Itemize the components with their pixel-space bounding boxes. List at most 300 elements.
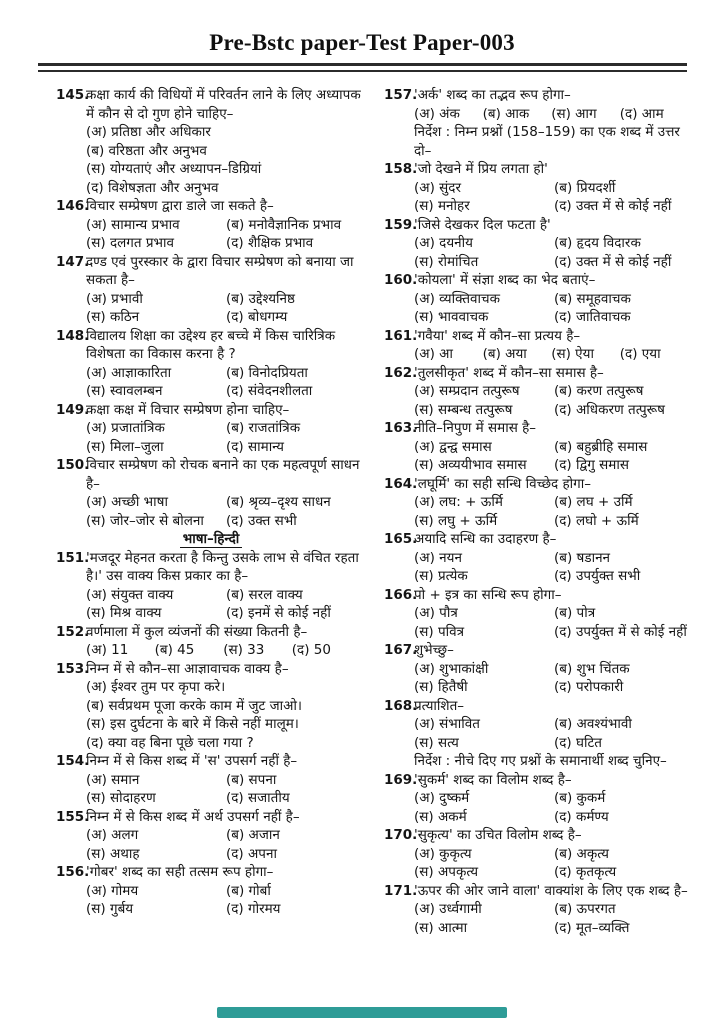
question-151	[56, 549, 366, 623]
column-right	[384, 86, 694, 937]
option: (ब) आक	[482, 105, 530, 122]
question-text: वर्णमाला में कुल व्यंजनों की संख्या कितनी है–	[86, 623, 308, 640]
option: (ब) अया	[482, 346, 527, 362]
question-head	[56, 623, 366, 642]
option: (स) सत्य	[414, 734, 459, 751]
option-key: (अ)	[86, 771, 107, 788]
question-text: 'गोबर' शब्द का सही तत्सम रूप होगा–	[86, 864, 274, 880]
question-head	[384, 882, 694, 901]
question-171	[384, 882, 694, 938]
option-key: (स)	[86, 605, 106, 621]
options	[86, 123, 366, 197]
question-156	[56, 863, 366, 919]
question-number: 150.	[56, 457, 90, 473]
option: (स) ऐया	[551, 346, 594, 362]
option: (ब) करण तत्पुरूष	[554, 383, 644, 399]
option: (अ) सुंदर	[414, 179, 461, 196]
option: (ब) अजान	[226, 827, 280, 843]
option-key: (द)	[554, 401, 572, 418]
options	[414, 493, 694, 530]
question-head	[384, 530, 694, 549]
question-146	[56, 197, 366, 253]
option: (द) सजातीय	[226, 790, 290, 806]
options	[414, 179, 694, 216]
option-key: (द)	[554, 253, 572, 270]
option: (ब) शुभ चिंतक	[554, 660, 630, 677]
option: (स) अपकृत्य	[414, 864, 479, 880]
question-text: 'सुकृत्य' का उचित विलोम शब्द है–	[414, 827, 582, 843]
option-key: (अ)	[414, 383, 435, 399]
question-number: 162.	[384, 364, 418, 381]
option-key: (ब)	[554, 605, 573, 621]
option-key: (द)	[554, 198, 572, 214]
option-key: (द)	[226, 790, 244, 806]
question-head	[56, 327, 366, 364]
option: (अ) व्यक्तिवाचक	[414, 290, 500, 307]
question-number: 170.	[384, 827, 418, 843]
question-head	[56, 456, 366, 493]
question-text: 'गवैया' शब्द में कौन–सा प्रत्यय है–	[414, 327, 581, 344]
option-key: (स)	[86, 901, 106, 917]
option: (द) मूत–व्यक्ति	[554, 919, 630, 936]
question-number: 159.	[384, 216, 418, 233]
option: (अ) द्वन्द्व समास	[414, 438, 492, 455]
option: (स) दलगत प्रभाव	[86, 235, 175, 251]
option: (स) लघु + ऊर्मि	[414, 512, 498, 529]
question-head	[384, 586, 694, 605]
question-number: 171.	[384, 882, 418, 899]
question-147	[56, 253, 366, 327]
option: (स) स्वावलम्बन	[86, 383, 163, 399]
options	[414, 549, 694, 586]
option-key: (स)	[414, 309, 434, 325]
option: (अ) कुकृत्य	[414, 845, 472, 862]
option: (ब) समूहवाचक	[554, 290, 631, 307]
option: (ब) 45	[154, 642, 195, 658]
option: (अ) 11	[86, 642, 129, 658]
option: (स) मनोहर	[414, 198, 470, 214]
option: (अ) सम्प्रदान तत्पुरूष	[414, 383, 520, 399]
option-key: (अ)	[414, 346, 435, 362]
question-text: कक्षा कक्ष में विचार सम्प्रेषण होना चाहिए–	[86, 401, 290, 418]
question-161	[384, 327, 694, 364]
section-heading-text: भाषा–हिन्दी	[180, 531, 243, 548]
options	[414, 660, 694, 697]
option-key: (अ)	[414, 549, 435, 566]
question-number: 149.	[56, 401, 90, 418]
question-169	[384, 771, 694, 827]
question-number: 158.	[384, 161, 418, 177]
question-head	[384, 216, 694, 235]
option-key: (अ)	[86, 586, 107, 603]
option-key: (द)	[86, 179, 104, 196]
option-key: (स)	[86, 845, 106, 862]
question-head	[56, 86, 366, 123]
question-head	[56, 197, 366, 216]
question-head	[56, 401, 366, 420]
option: (ब) हृदय विदारक	[554, 235, 641, 251]
option-key: (द)	[554, 457, 572, 473]
question-number: 145.	[56, 87, 90, 103]
question-text: 'अर्क' शब्द का तद्भव रूप होगा–	[414, 87, 571, 103]
option: (द) संवेदनशीलता	[226, 383, 313, 399]
option-key: (द)	[226, 309, 244, 325]
option-key: (ब)	[154, 642, 173, 658]
question-number: 151.	[56, 549, 90, 566]
option-key: (ब)	[554, 179, 573, 196]
option: (स) अथाह	[86, 845, 140, 862]
option: (ब) षडानन	[554, 549, 611, 566]
question-number: 146.	[56, 198, 90, 214]
option-key: (द)	[226, 512, 244, 529]
question-number: 148.	[56, 327, 90, 344]
question-number: 166.	[384, 586, 418, 603]
question-167	[384, 641, 694, 697]
question-text: निम्न में से किस शब्द में 'स' उपसर्ग नहीं है–	[86, 753, 298, 769]
question-number: 160.	[384, 272, 418, 288]
option: (अ) लघ: + ऊर्मि	[414, 494, 503, 510]
option-key: (स)	[86, 309, 106, 325]
option-key: (ब)	[554, 716, 573, 732]
option-key: (अ)	[414, 494, 435, 510]
question-head	[384, 641, 694, 660]
option: (द) जातिवाचक	[554, 309, 631, 325]
question-number: 154.	[56, 753, 90, 769]
question-text: 'जो देखने में प्रिय लगता हो'	[414, 161, 548, 177]
option-key: (अ)	[414, 845, 435, 862]
question-153	[56, 660, 366, 753]
option-key: (द)	[226, 845, 244, 862]
option: (अ) संयुक्त वाक्य	[86, 586, 174, 603]
question-text: कक्षा कार्य की विधियों में परिवर्तन लाने के लिए अध्यापक में कौन से दो गुण होने चाहिए–	[86, 87, 361, 122]
option: (अ) दयनीय	[414, 235, 473, 251]
question-number: 152.	[56, 623, 90, 640]
question-head	[56, 660, 366, 679]
option-key: (ब)	[226, 586, 245, 603]
option-key: (अ)	[86, 494, 107, 510]
question-head	[384, 160, 694, 179]
question-text: 'कोयला' में संज्ञा शब्द का भेद बताएं–	[414, 272, 596, 288]
option: (द) 50	[291, 642, 331, 658]
question-text: निम्न में से कौन–सा आज्ञावाचक वाक्य है–	[86, 660, 289, 677]
option-key: (द)	[291, 642, 310, 658]
option-key: (स)	[414, 457, 434, 473]
options	[414, 438, 694, 475]
option: (द) उपर्युक्त सभी	[554, 568, 641, 584]
question-number: 163.	[384, 420, 418, 436]
question-text: विचार सम्प्रेषण द्वारा डाले जा सकते है–	[86, 198, 274, 214]
question-168	[384, 697, 694, 753]
option: (अ) आ	[414, 346, 453, 362]
option: (स) सोदाहरण	[86, 790, 156, 806]
question-text: नीति–निपुण में समास है–	[414, 420, 537, 436]
option-key: (स)	[414, 919, 434, 936]
question-text: विद्यालय शिक्षा का उद्देश्य हर बच्चे में किस चारित्रिक विशेषता का विकास करना है ?	[86, 327, 336, 362]
option-key: (ब)	[554, 901, 573, 917]
question-159	[384, 216, 694, 272]
options	[86, 586, 366, 623]
option-key: (अ)	[414, 716, 435, 732]
option-key: (ब)	[554, 845, 573, 862]
question-head	[384, 697, 694, 716]
header-divider	[38, 63, 687, 72]
option-key: (ब)	[554, 438, 573, 455]
option-key: (स)	[414, 734, 434, 751]
option: (ब) बहुब्रीहि समास	[554, 438, 648, 455]
question-145	[56, 86, 366, 197]
option-key: (अ)	[414, 790, 435, 806]
question-text: विचार सम्प्रेषण को रोचक बनाने का एक महत्वपूर्ण साधन है–	[86, 457, 360, 492]
directive-note: निर्देश : निम्न प्रश्नों (158–159) का एक शब्द में उत्तर दो–	[414, 124, 680, 159]
option-key: (द)	[619, 105, 638, 122]
option: (ब) ऊपरगत	[554, 901, 616, 917]
question-head	[384, 475, 694, 494]
option-key: (ब)	[482, 346, 501, 362]
options	[414, 290, 694, 327]
option-key: (स)	[223, 642, 243, 658]
option: (अ) नयन	[414, 549, 462, 566]
option: (द) इनमें से कोई नहीं	[226, 605, 331, 621]
question-text: 'जिसे देखकर दिल फटता है'	[414, 216, 551, 233]
option: (स) मिश्र वाक्य	[86, 605, 162, 621]
question-head	[384, 826, 694, 845]
option-key: (अ)	[414, 605, 435, 621]
option-key: (अ)	[86, 420, 107, 436]
option-key: (अ)	[414, 438, 435, 455]
options	[86, 641, 366, 660]
option: (अ) संभावित	[414, 716, 480, 732]
option-key: (ब)	[554, 549, 573, 566]
options	[414, 789, 694, 826]
option-key: (ब)	[86, 697, 105, 714]
option-key: (अ)	[86, 882, 107, 899]
question-number: 164.	[384, 475, 418, 492]
option-key: (अ)	[414, 901, 435, 917]
option-key: (अ)	[414, 660, 435, 677]
section-heading	[56, 530, 366, 549]
option: (द) गोरमय	[226, 901, 281, 917]
option-key: (द)	[226, 605, 244, 621]
option-key: (द)	[619, 346, 638, 362]
option: (स) अव्ययीभाव समास	[414, 457, 527, 473]
option: (स) मिला–जुला	[86, 438, 164, 455]
options	[86, 678, 366, 752]
options	[86, 826, 366, 863]
option: (अ) पौत्र	[414, 605, 458, 621]
question-number: 155.	[56, 808, 90, 825]
two-column-content	[56, 86, 694, 937]
question-165	[384, 530, 694, 586]
option: (द) सामान्य	[226, 438, 284, 455]
option-key: (ब)	[226, 494, 245, 510]
option-key: (ब)	[226, 290, 245, 307]
option: (द) क्या वह बिना पूछे चला गया ?	[86, 734, 254, 751]
options	[414, 105, 694, 124]
option-key: (द)	[86, 734, 104, 751]
option: (ब) राजतांत्रिक	[226, 420, 301, 436]
option-key: (ब)	[226, 216, 245, 233]
option-key: (अ)	[86, 124, 107, 140]
question-170	[384, 826, 694, 882]
question-number: 161.	[384, 327, 418, 344]
option-key: (द)	[554, 679, 572, 695]
question-149	[56, 401, 366, 457]
options	[414, 845, 694, 882]
option-key: (ब)	[482, 105, 501, 122]
option: (ब) श्रृव्य–दृश्य साधन	[226, 494, 331, 510]
option: (स) रोमांचित	[414, 253, 479, 270]
option: (द) उक्त सभी	[226, 512, 297, 529]
option: (अ) सामान्य प्रभाव	[86, 216, 180, 233]
option: (अ) समान	[86, 771, 140, 788]
question-head	[56, 808, 366, 827]
option: (द) कर्मण्य	[554, 808, 609, 825]
option-key: (स)	[414, 679, 434, 695]
option: (ब) कुकर्म	[554, 790, 606, 806]
option-key: (ब)	[554, 290, 573, 307]
option-key: (स)	[86, 383, 106, 399]
option: (ब) अवश्यंभावी	[554, 716, 632, 732]
option: (ब) गोर्बा	[226, 882, 271, 899]
option-key: (द)	[554, 919, 572, 936]
option-key: (अ)	[414, 235, 435, 251]
options	[414, 382, 694, 419]
option: (स) 33	[223, 642, 265, 658]
question-head	[384, 771, 694, 790]
option: (ब) उद्देश्यनिष्ठ	[226, 290, 295, 307]
options	[86, 882, 366, 919]
option: (स) आग	[551, 105, 597, 122]
question-154	[56, 752, 366, 808]
option: (ब) वरिष्ठता और अनुभव	[86, 142, 207, 159]
question-head	[384, 364, 694, 383]
option: (स) जोर–जोर से बोलना	[86, 512, 204, 529]
option-key: (ब)	[226, 882, 245, 899]
option: (स) इस दुर्घटना के बारे में किसे नहीं मालूम।	[86, 716, 299, 732]
question-text: पो + इत्र का सन्धि रूप होगा–	[414, 586, 562, 603]
option: (ब) सरल वाक्य	[226, 586, 303, 603]
options	[414, 900, 694, 937]
option: (अ) प्रभावी	[86, 290, 143, 307]
option: (द) बोधगम्य	[226, 309, 288, 325]
option-key: (अ)	[414, 105, 435, 122]
option: (स) सम्बन्ध तत्पुरूष	[414, 401, 513, 418]
option: (अ) अलग	[86, 827, 139, 843]
question-text: शुभेच्छु–	[414, 642, 454, 658]
option-key: (स)	[414, 623, 434, 640]
footer-bar	[217, 1007, 507, 1018]
option-key: (ब)	[226, 827, 245, 843]
option-key: (स)	[551, 105, 571, 122]
option-key: (द)	[226, 438, 244, 455]
option: (द) उक्त में से कोई नहीं	[554, 253, 672, 270]
option: (द) विशेषज्ञता और अनुभव	[86, 179, 219, 196]
option: (अ) अच्छी भाषा	[86, 494, 168, 510]
option-key: (स)	[551, 346, 571, 362]
question-text: 'ऊपर की ओर जाने वाला' वाक्यांश के लिए एक शब्द है–	[414, 882, 688, 899]
question-number: 165.	[384, 531, 418, 547]
option: (अ) अंक	[414, 105, 460, 122]
option: (द) अधिकरण तत्पुरूष	[554, 401, 665, 418]
question-text: 'मजदूर मेहनत करता है किन्तु उसके लाभ से वंचित रहता है।' उस वाक्य किस प्रकार का है–	[86, 549, 359, 584]
option: (ब) सपना	[226, 771, 277, 788]
option: (ब) सर्वप्रथम पूजा करके काम में जुट जाओ।	[86, 697, 303, 714]
option: (द) परोपकारी	[554, 679, 624, 695]
options	[86, 290, 366, 327]
option-key: (द)	[554, 864, 572, 880]
option: (स) प्रत्येक	[414, 568, 468, 584]
options	[414, 604, 694, 641]
question-head	[384, 327, 694, 346]
option-key: (ब)	[554, 494, 573, 510]
question-152	[56, 623, 366, 660]
options	[414, 715, 694, 752]
option-key: (अ)	[414, 179, 435, 196]
option-key: (अ)	[86, 827, 107, 843]
option: (द) उक्त में से कोई नहीं	[554, 198, 672, 214]
option-key: (ब)	[226, 364, 245, 381]
option-key: (द)	[226, 235, 244, 251]
question-164	[384, 475, 694, 531]
option-key: (ब)	[226, 420, 245, 436]
option-key: (स)	[414, 253, 434, 270]
option: (द) कृतकृत्य	[554, 864, 617, 880]
option: (द) एया	[619, 346, 661, 362]
directive-note: निर्देश : नीचे दिए गए प्रश्नों के समानार्थी शब्द चुनिए–	[414, 753, 667, 769]
question-head	[384, 419, 694, 438]
option-key: (ब)	[554, 235, 573, 251]
question-157	[384, 86, 694, 123]
question-number: 167.	[384, 642, 418, 658]
option-key: (द)	[554, 309, 572, 325]
option-key: (द)	[226, 901, 244, 917]
option: (अ) प्रतिष्ठा और अधिकार	[86, 124, 211, 140]
options	[414, 234, 694, 271]
options	[86, 419, 366, 456]
option: (स) अकर्म	[414, 808, 467, 825]
option-key: (द)	[554, 808, 572, 825]
question-150	[56, 456, 366, 530]
option: (द) घटित	[554, 734, 602, 751]
option-key: (अ)	[86, 679, 107, 695]
option: (स) गुर्बय	[86, 901, 134, 917]
question-number: 147.	[56, 253, 90, 270]
page-title: Pre-Bstc paper-Test Paper-003	[209, 30, 515, 55]
question-158	[384, 160, 694, 216]
option: (स) भाववाचक	[414, 309, 489, 325]
option-key: (स)	[414, 568, 434, 584]
question-166	[384, 586, 694, 642]
question-163	[384, 419, 694, 475]
option: (अ) गोमय	[86, 882, 139, 899]
option: (अ) दुष्कर्म	[414, 790, 470, 806]
option-key: (अ)	[414, 290, 435, 307]
question-text: 'सुकर्म' शब्द का विलोम शब्द है–	[414, 771, 572, 788]
question-text: निम्न में से किस शब्द में अर्थ उपसर्ग नहीं है–	[86, 808, 300, 825]
option-key: (द)	[554, 512, 572, 529]
option-key: (स)	[86, 438, 106, 455]
question-number: 157.	[384, 87, 418, 103]
option-key: (अ)	[86, 642, 107, 658]
option: (ब) विनोदप्रियता	[226, 364, 308, 381]
option-key: (स)	[414, 864, 434, 880]
option-key: (स)	[86, 512, 106, 529]
question-number: 169.	[384, 771, 418, 788]
options	[86, 771, 366, 808]
option-key: (द)	[554, 568, 572, 584]
option-key: (अ)	[86, 216, 107, 233]
option-key: (स)	[86, 161, 106, 177]
